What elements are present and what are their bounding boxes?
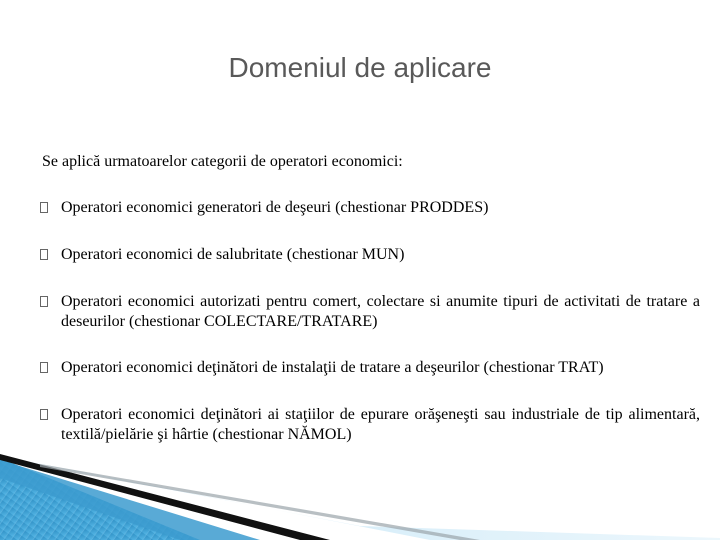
- list-item: [40, 292, 700, 332]
- list-item: [40, 358, 700, 378]
- bullet-icon: [40, 296, 48, 307]
- list-item: [40, 245, 700, 265]
- corner-decoration: [0, 440, 720, 540]
- bullet-text: Operatori economici generatori de deşeuri (chestionar PRODDES): [61, 199, 489, 216]
- bullet-icon: [40, 202, 48, 213]
- bullet-text: Operatori economici de salubritate (chestionar MUN): [61, 246, 405, 263]
- bullet-text: Operatori economici autorizati pentru comert, colectare si anumite tipuri de activitati de tratare a deseurilor (chestionar COLECTARE/TRATARE): [61, 293, 700, 330]
- list-item: [40, 198, 700, 218]
- bullet-icon: [40, 249, 48, 260]
- list-item: [40, 405, 700, 445]
- intro-text: Se aplică urmatoarelor categorii de operatori economici:: [42, 153, 403, 170]
- bullet-list: [40, 198, 700, 471]
- bullet-icon: [40, 362, 48, 373]
- bullet-text: Operatori economici deţinători de instalaţii de tratare a deşeurilor (chestionar TRAT): [61, 359, 604, 376]
- bullet-icon: [40, 409, 48, 420]
- bullet-text: Operatori economici deţinători ai staţiilor de epurare orăşeneşti sau industriale de tip alimentară, textilă/pielărie şi hârtie (chestionar NĂMOL): [61, 406, 700, 443]
- slide-title: Domeniul de aplicare: [228, 52, 492, 83]
